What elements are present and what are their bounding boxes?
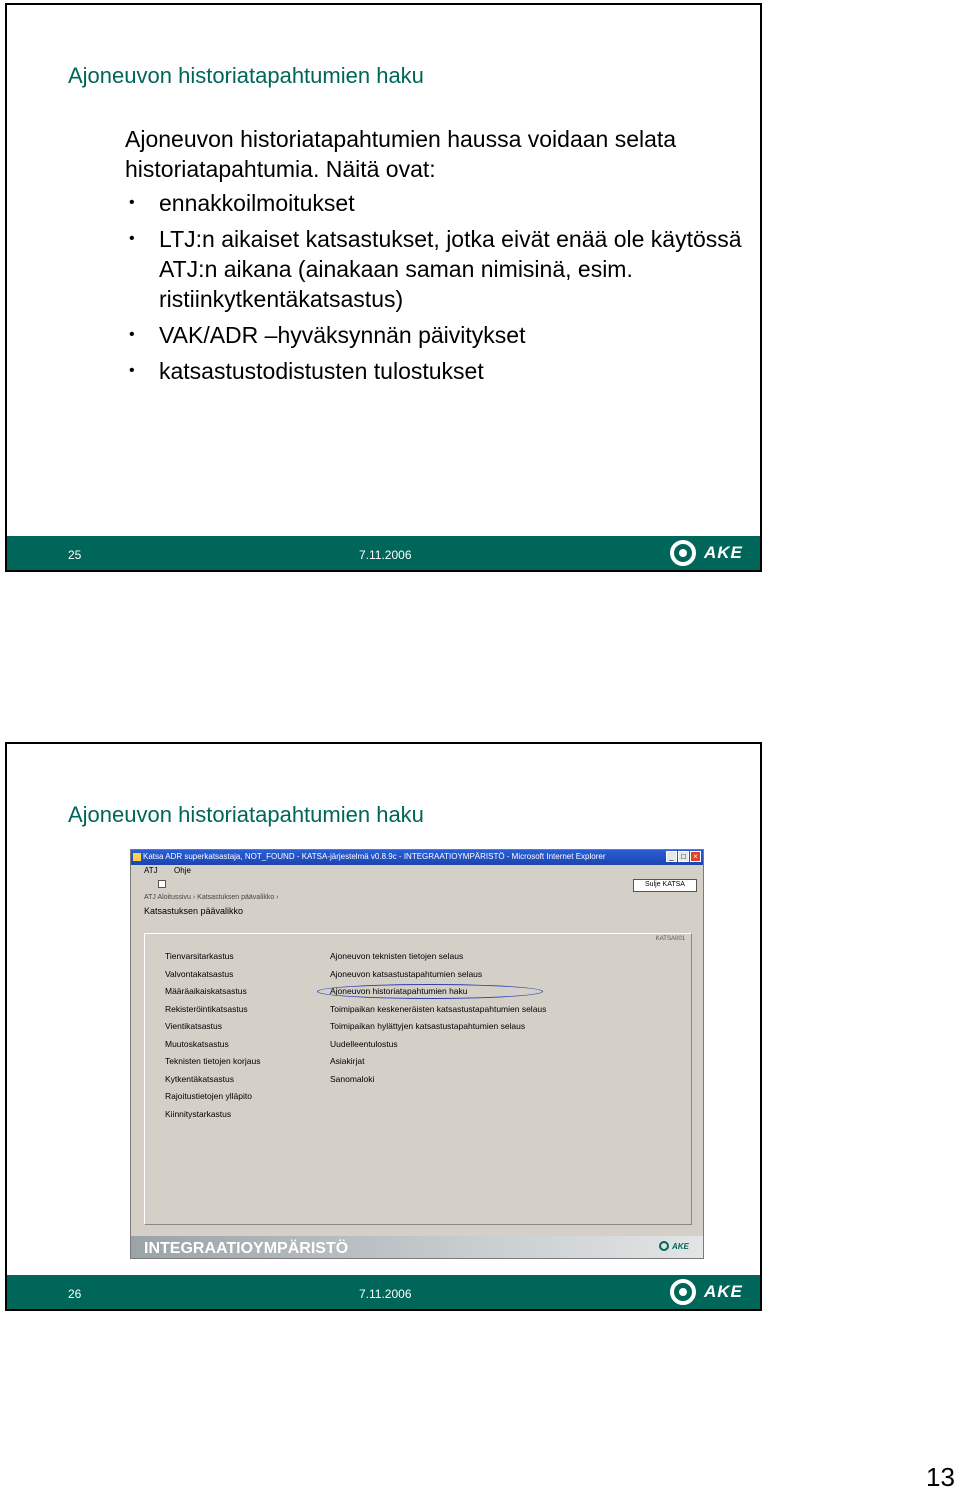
bullet-text: ennakkoilmoitukset <box>159 190 355 216</box>
logo-ring-icon <box>659 1241 669 1251</box>
menu-link[interactable]: Ajoneuvon teknisten tietojen selaus <box>330 951 464 961</box>
bullet-item <box>125 224 755 314</box>
menu-link[interactable]: Ajoneuvon katsastustapahtumien selaus <box>330 968 483 979</box>
logo-text: AKE <box>704 543 743 562</box>
bullet-text: LTJ:n aikaiset katsastukset, jotka eivät enää ole käytössä ATJ:n aikana (ainakaan saman nimisinä, esim. ristiinkytkentäkatsastus) <box>159 226 742 312</box>
bullet-icon: • <box>129 194 135 211</box>
bullet-item <box>125 320 755 350</box>
bullet-icon: • <box>129 362 135 379</box>
logo-text: AKE <box>704 1282 743 1301</box>
page-number: 13 <box>926 1462 955 1492</box>
menu-link[interactable]: Sanomaloki <box>330 1073 375 1084</box>
menu-link-historiatapahtumien-haku[interactable]: Ajoneuvon historiatapahtumien haku <box>330 986 468 996</box>
menu-link[interactable]: Määräaikaiskatsastus <box>165 986 247 996</box>
browser-icon <box>133 853 141 861</box>
menu-link[interactable]: Rekisteröintikatsastus <box>165 1003 248 1014</box>
window-titlebar <box>131 850 703 865</box>
bullet-list <box>125 188 755 386</box>
bullet-icon: • <box>129 326 135 343</box>
bullet-text: katsastustodistusten tulostukset <box>159 358 484 384</box>
window-title: Katsa ADR superkatsastaja, NOT_FOUND - KATSA-järjestelmä v0.8.9c - INTEGRAATIOYMPÄRISTÖ - Microsoft Internet Explorer <box>143 852 606 861</box>
menu-link[interactable]: Uudelleentulostus <box>330 1038 398 1049</box>
highlight-oval <box>317 984 543 999</box>
screen-code: KATSA001 <box>655 936 685 942</box>
slide-body <box>125 124 755 392</box>
bullet-item <box>125 188 755 218</box>
logo-text: AKE <box>672 1242 689 1251</box>
ake-logo-icon <box>670 540 750 567</box>
menu-link[interactable]: Muutoskatsastus <box>165 1038 229 1049</box>
slide-date: 7.11.2006 <box>359 548 412 562</box>
menu-bar <box>131 865 703 877</box>
close-katsa-button[interactable]: Sulje KATSA <box>633 879 697 892</box>
environment-bar <box>131 1236 703 1258</box>
menu-link[interactable]: Vientikatsastus <box>165 1021 223 1031</box>
window-controls <box>665 851 701 862</box>
bullet-icon: • <box>129 230 135 247</box>
menu-ohje[interactable]: Ohje <box>174 866 191 875</box>
slide-footer <box>7 536 760 570</box>
right-link-column <box>330 951 546 1091</box>
info-icon[interactable] <box>158 880 166 888</box>
menu-link[interactable]: Kytkentäkatsastus <box>165 1073 234 1084</box>
menu-link[interactable]: Rajoitustietojen ylläpito <box>165 1091 252 1101</box>
slide-title: Ajoneuvon historiatapahtumien haku <box>68 802 424 827</box>
menu-atj[interactable]: ATJ <box>144 866 158 875</box>
intro-text: Ajoneuvon historiatapahtumien haussa voidaan selata historiatapahtumia. Näitä ovat: <box>125 126 677 182</box>
slide-date: 7.11.2006 <box>359 1287 412 1301</box>
left-link-column <box>165 951 260 1126</box>
slide-26 <box>5 742 762 1311</box>
menu-link[interactable]: Valvontakatsastus <box>165 968 234 979</box>
minimize-icon[interactable]: _ <box>666 851 677 862</box>
screen-title: Katsastuksen päävalikko <box>144 906 244 916</box>
menu-link[interactable]: Asiakirjat <box>330 1056 365 1066</box>
slide-title: Ajoneuvon historiatapahtumien haku <box>68 63 424 88</box>
slide-footer <box>7 1275 760 1309</box>
bullet-text: VAK/ADR –hyväksynnän päivitykset <box>159 322 526 348</box>
menu-link[interactable]: Toimipaikan hylättyjen katsastustapahtumien selaus <box>330 1021 526 1031</box>
breadcrumb[interactable]: ATJ Aloitussivu › Katsastuksen päävalikko › <box>144 894 279 901</box>
menu-link[interactable]: Toimipaikan keskeneräisten katsastustapahtumien selaus <box>330 1003 547 1014</box>
menu-link[interactable]: Kiinnitystarkastus <box>165 1108 232 1119</box>
ake-mini-logo-icon <box>659 1241 693 1253</box>
logo-ring-icon <box>670 540 696 566</box>
menu-link[interactable]: Teknisten tietojen korjaus <box>165 1056 261 1066</box>
environment-label: INTEGRAATIOYMPÄRISTÖ <box>144 1240 349 1257</box>
main-menu-panel <box>144 933 692 1225</box>
close-icon[interactable]: × <box>690 851 701 862</box>
application-screenshot <box>130 849 704 1259</box>
slide-number: 26 <box>68 1287 82 1301</box>
slide-25 <box>5 3 762 572</box>
bullet-item <box>125 356 755 386</box>
maximize-icon[interactable]: □ <box>678 851 689 862</box>
slide-number: 25 <box>68 548 82 562</box>
logo-ring-icon <box>670 1279 696 1305</box>
ake-logo-icon <box>670 1279 750 1306</box>
menu-link[interactable]: Tienvarsitarkastus <box>165 951 234 961</box>
